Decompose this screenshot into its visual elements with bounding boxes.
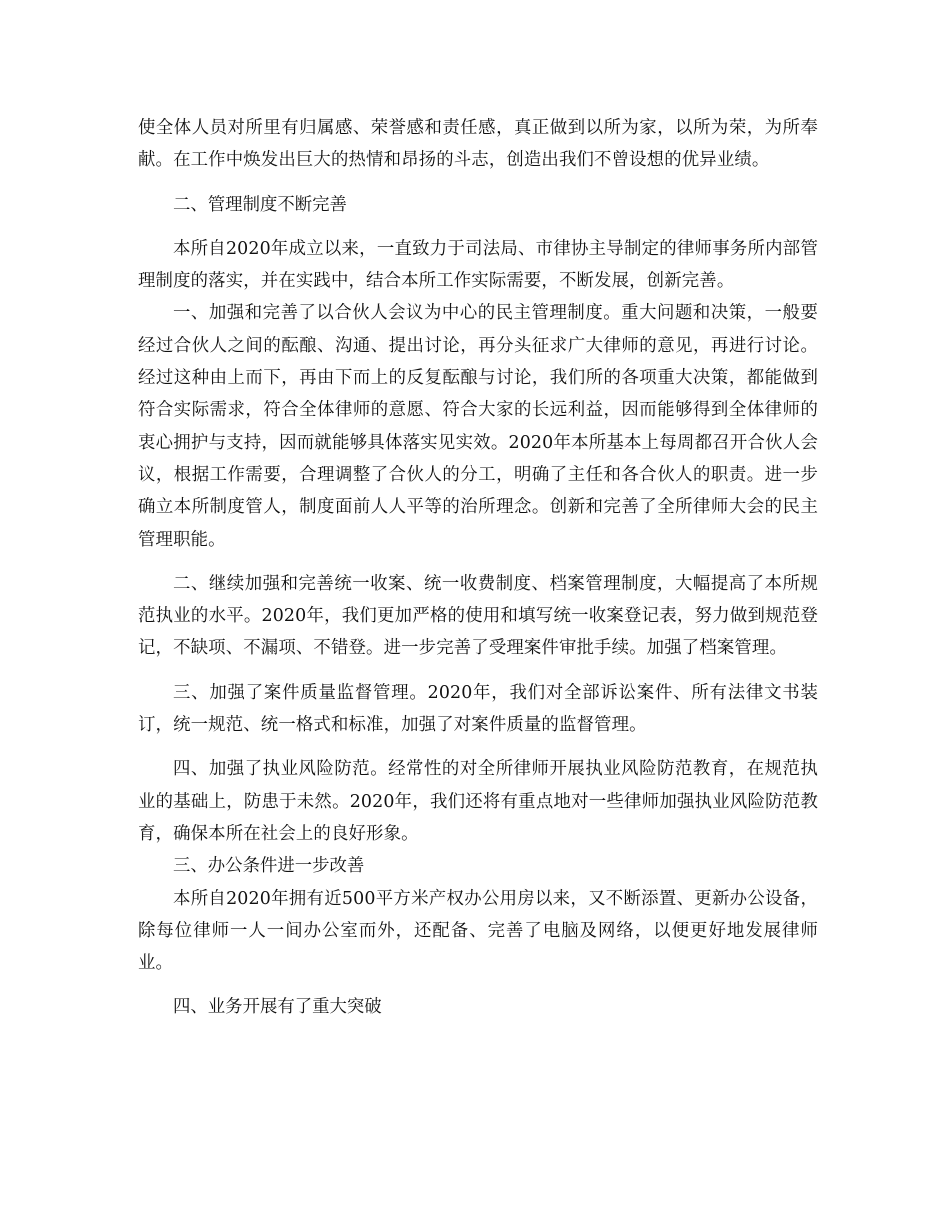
paragraph-office-conditions: 本所自2020年拥有近500平方米产权办公用房以来，又不断添置、更新办公设备，除每位律师一人一间办公室而外，还配备、完善了电脑及网络，以便更好地发展律师业。 bbox=[138, 888, 818, 974]
paragraph-case-quality-supervision: 三、加强了案件质量监督管理。2020年，我们对全部诉讼案件、所有法律文书装订，统一规范、统一格式和标准，加强了对案件质量的监督管理。 bbox=[138, 682, 818, 736]
section-heading-business-breakthrough: 四、业务开展有了重大突破 bbox=[173, 997, 382, 1018]
document-body bbox=[138, 112, 818, 1024]
paragraph-management-overview: 本所自2020年成立以来，一直致力于司法局、市律协主导制定的律师事务所内部管理制度的落实，并在实践中，结合本所工作实际需要，不断发展，创新完善。 bbox=[138, 238, 818, 292]
paragraph-gap bbox=[138, 741, 818, 753]
paragraph-risk-prevention: 四、加强了执业风险防范。经常性的对全所律师开展执业风险防范教育，在规范执业的基础上，防患于未然。2020年，我们还将有重点地对一些律师加强执业风险防范教育，确保本所在社会上的良好形象。 bbox=[138, 759, 818, 844]
section-heading-management-system: 二、管理制度不断完善 bbox=[173, 194, 347, 215]
paragraph-gap bbox=[138, 979, 818, 991]
paragraph-partner-meeting-system: 一、加强和完善了以合伙人会议为中心的民主管理制度。重大问题和决策，一般要经过合伙人之间的酝酿、沟通、提出讨论，再分头征求广大律师的意见，再进行讨论。经过这种由上而下，再由下而上的反复酝酿与讨论，我们所的各项重大决策，都能做到符合实际需求，符合全体律师的意愿、符合大家的长远利益，因而能够得到全体律师的衷心拥护与支持，因而就能够具体落实见实效。2020年本所基本上每周都召开合伙人会议，根据工作需要，合理调整了合伙人的分工，明确了主任和各合伙人的职责。进一步确立本所制度管人，制度面前人人平等的治所理念。创新和完善了全所律师大会的民主管理职能。 bbox=[138, 303, 818, 550]
paragraph-intro-continuation: 使全体人员对所里有归属感、荣誉感和责任感，真正做到以所为家，以所为荣，为所奉献。在工作中焕发出巨大的热情和昂扬的斗志，创造出我们不曾设想的优异业绩。 bbox=[138, 118, 818, 171]
paragraph-gap bbox=[138, 556, 818, 568]
paragraph-gap bbox=[138, 177, 818, 189]
section-heading-office-conditions: 三、办公条件进一步改善 bbox=[173, 856, 365, 877]
paragraph-gap bbox=[138, 221, 818, 233]
paragraph-case-fee-archive-system: 二、继续加强和完善统一收案、统一收费制度、档案管理制度，大幅提高了本所规范执业的水平。2020年，我们更加严格的使用和填写统一收案登记表，努力做到规范登记，不缺项、不漏项、不错登。进一步完善了受理案件审批手续。加强了档案管理。 bbox=[138, 573, 818, 659]
paragraph-gap bbox=[138, 665, 818, 677]
